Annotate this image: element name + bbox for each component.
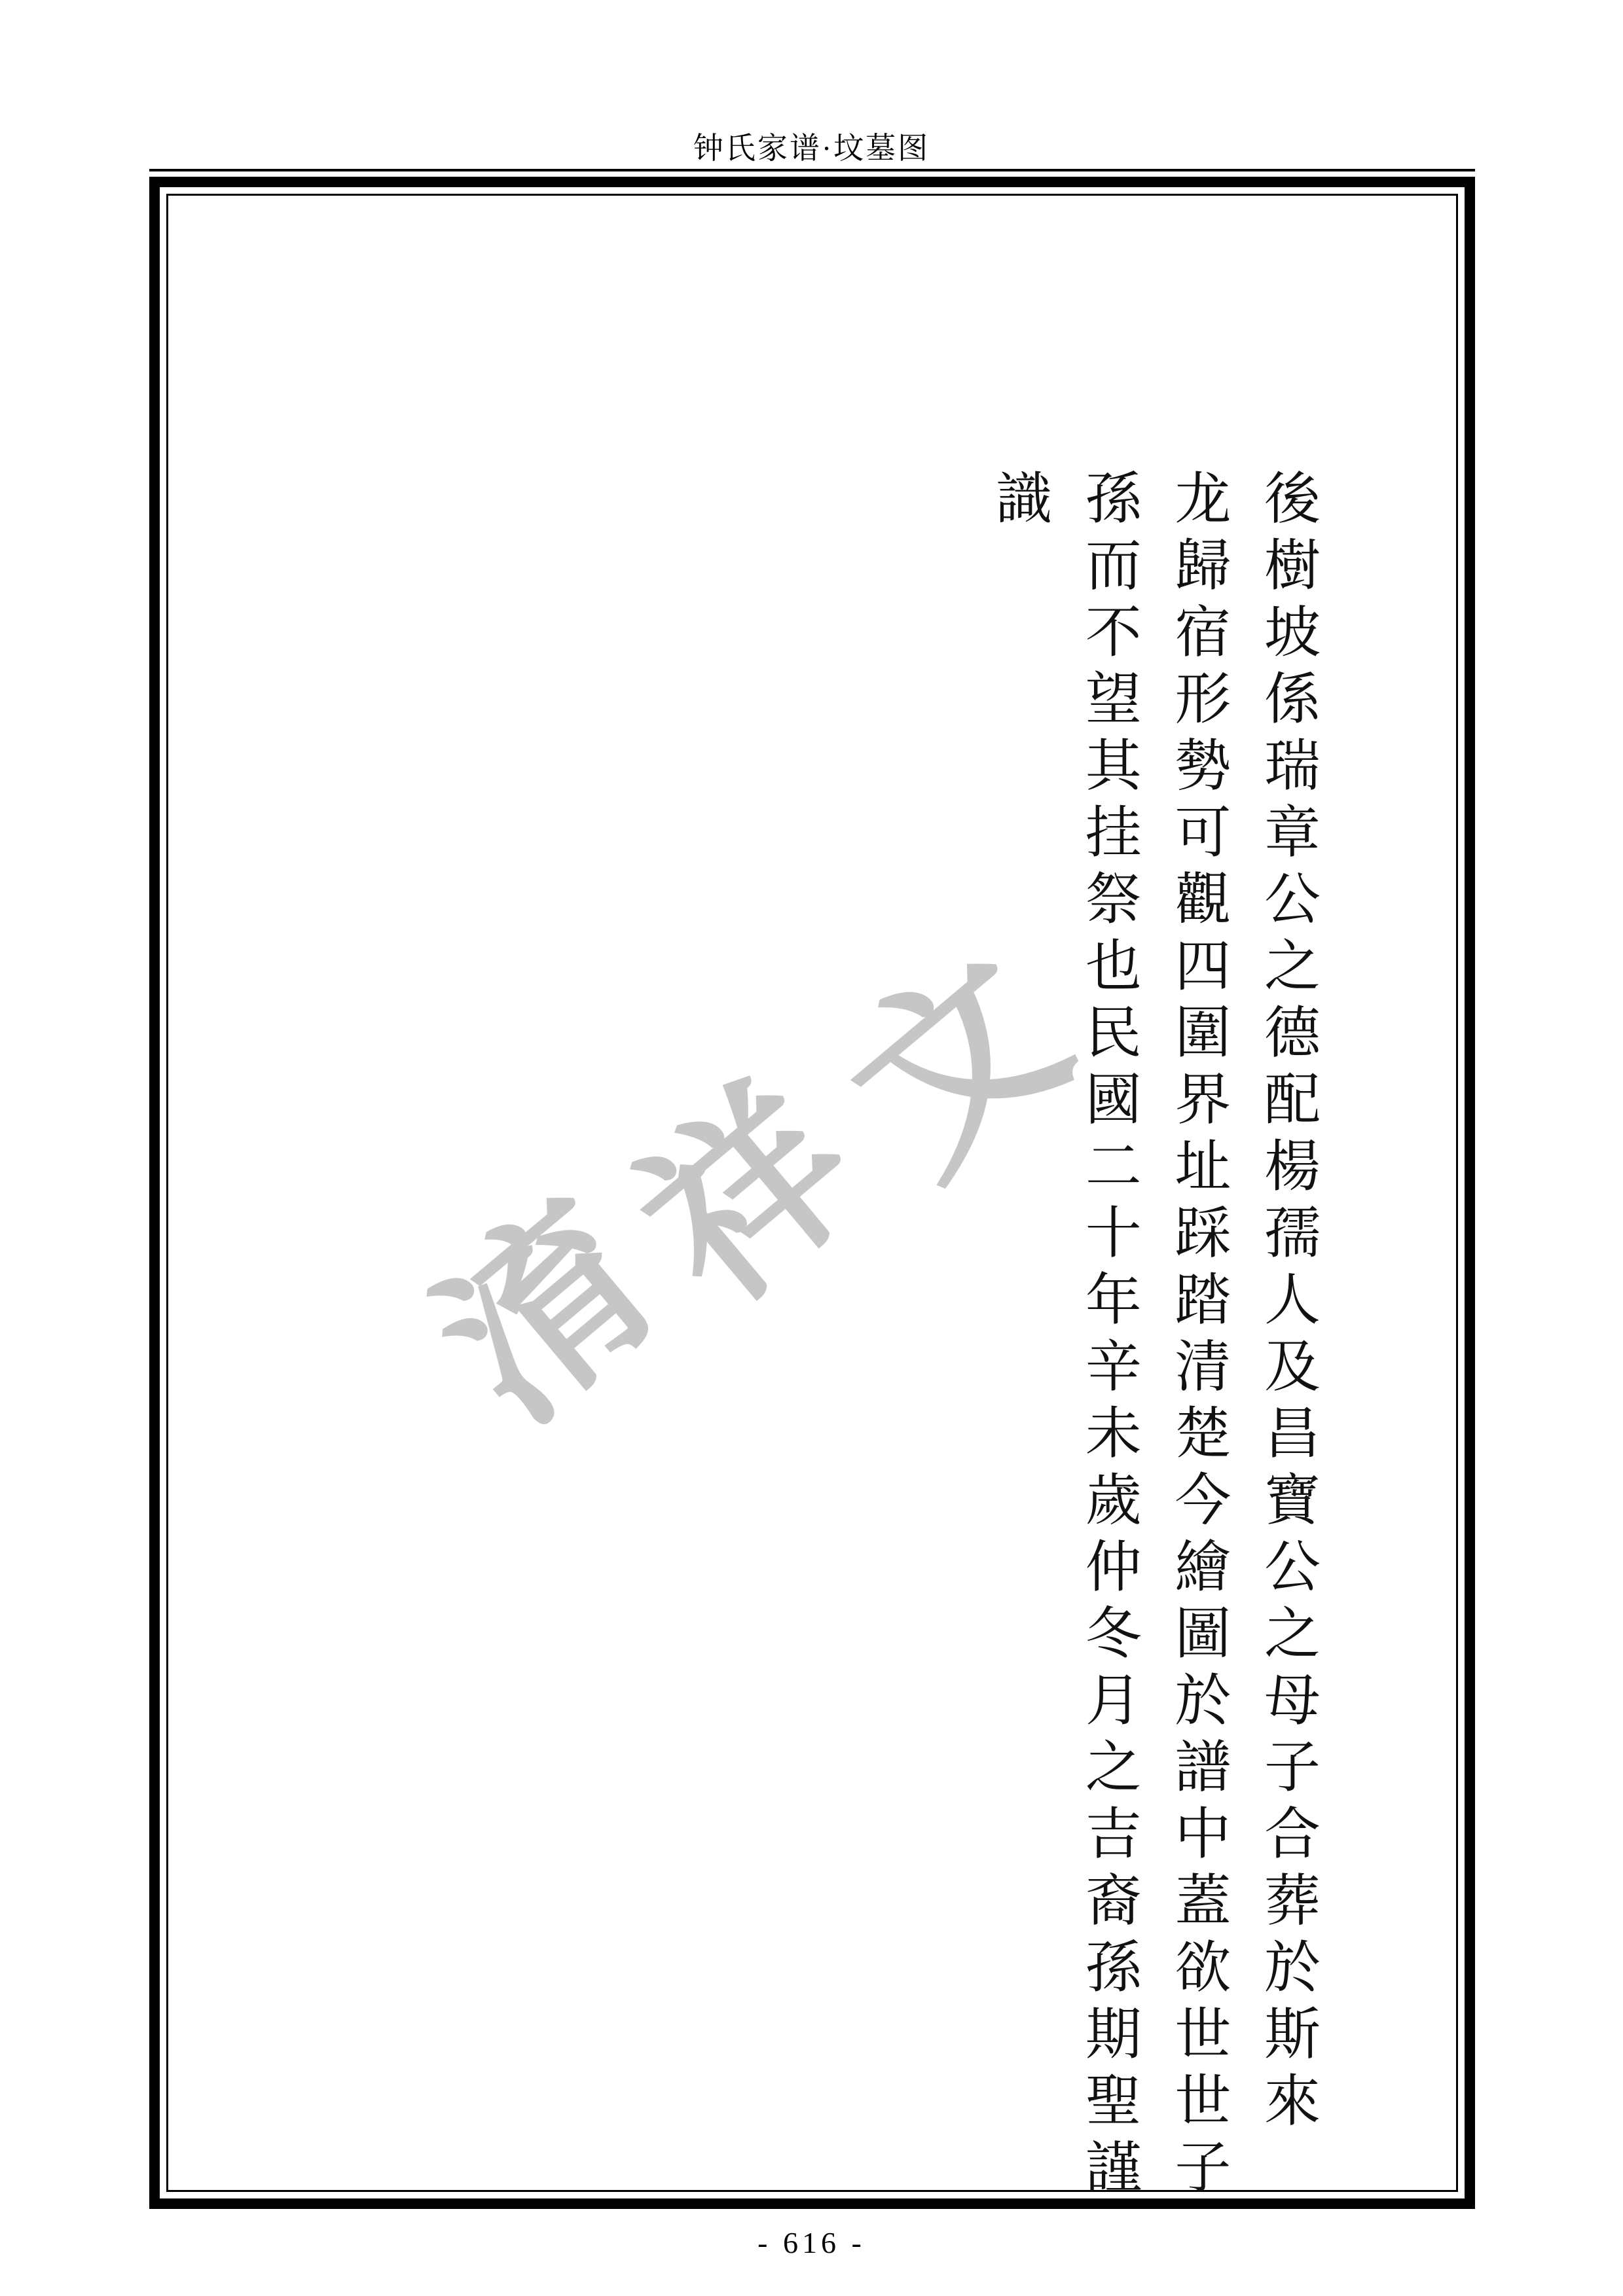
- watermark-char-1: 淯: [397, 1162, 695, 1463]
- page-title: 钟氏家谱·坟墓图: [693, 132, 930, 165]
- watermark-char-2: 祥: [600, 1044, 898, 1346]
- text-column-1: 後樹坡係瑞章公之德配楊孺人及昌寶公之母子合葬於斯來: [1254, 469, 1320, 2138]
- text-column-4: 識: [986, 469, 1052, 535]
- page-number: - 616 -: [757, 2226, 866, 2259]
- text-column-3: 孫而不望其挂祭也民國二十年辛未歲仲冬月之吉裔孫期聖謹: [1075, 469, 1141, 2204]
- header-divider: [149, 169, 1475, 171]
- watermark-char-3: 文: [809, 913, 1107, 1215]
- document-body: [160, 469, 1486, 2204]
- text-column-2: 龙歸宿形勢可觀四圍界址踩踏清楚今繪圖於譜中蓋欲世世子: [1165, 469, 1231, 2204]
- page-border-frame: [149, 177, 1475, 2209]
